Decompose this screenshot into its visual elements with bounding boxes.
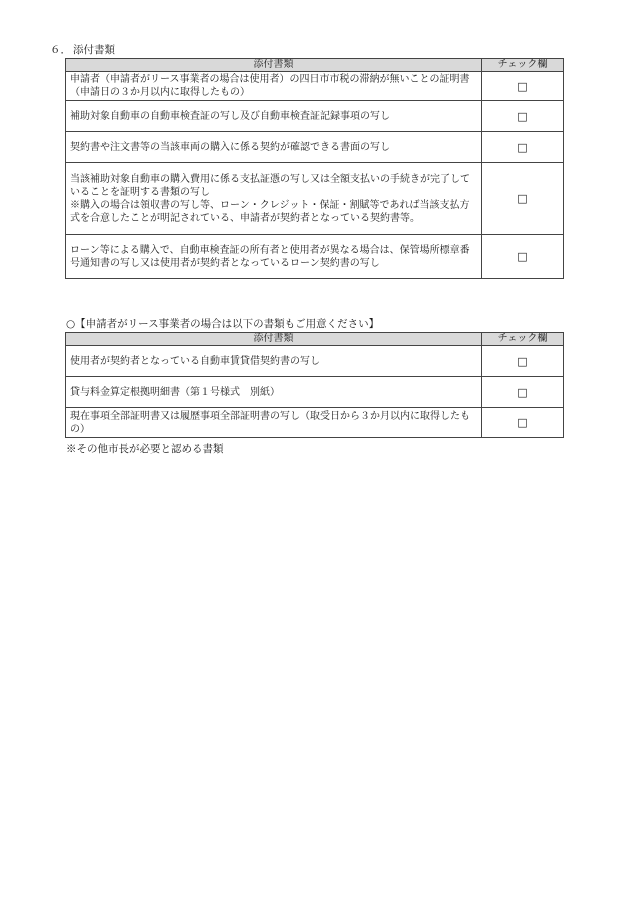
table-row [66,377,564,408]
column-header-check: チェック欄 [482,59,564,72]
document-note: ※購入の場合は領収書の写し等、ローン・クレジット・保証・割賦等であれば当該支払方式を合意したことが明記されている、申請者が契約者となっている契約書等。 [70,199,470,224]
table-header-row [66,333,564,346]
table-row [66,408,564,438]
lease-attachments-table [65,332,564,438]
document-cell: ローン等による購入で、自動車検査証の所有者と使用者が異なる場合は、保管場所標章番号通知書の写し又は使用者が契約者となっているローン契約書の写し [66,235,482,279]
column-header-documents: 添付書類 [66,333,482,346]
table-row [66,132,564,163]
table-header-row [66,59,564,72]
document-cell: 補助対象自動車の自動車検査証の写し及び自動車検査証記録事項の写し [66,101,482,132]
table-row [66,235,564,279]
table-row [66,101,564,132]
checkbox[interactable]: □ [482,72,564,101]
section-heading: 添付書類 [73,44,115,56]
document-cell: 契約書や注文書等の当該車両の購入に係る契約が確認できる書面の写し [66,132,482,163]
attachments-table [65,58,564,279]
document-cell: 使用者が契約者となっている自動車賃貸借契約書の写し [66,346,482,377]
document-cell: 貸与料金算定根拠明細書（第１号様式 別紙） [66,377,482,408]
checkbox[interactable]: □ [482,101,564,132]
footer-note: ※その他市長が必要と認める書類 [66,443,224,455]
checkbox[interactable]: □ [482,132,564,163]
section-title [50,44,115,57]
table-row [66,163,564,235]
table-row [66,72,564,101]
section-number: ６． [50,44,71,56]
checkbox[interactable]: □ [482,408,564,438]
column-header-documents: 添付書類 [66,59,482,72]
checkbox[interactable]: □ [482,163,564,235]
lease-note: ○【申請者がリース事業者の場合は以下の書類もご用意ください】 [66,318,380,330]
document-cell: 申請者（申請者がリース事業者の場合は使用者）の四日市市税の滞納が無いことの証明書（申請日の３か月以内に取得したもの） [66,72,482,101]
column-header-check: チェック欄 [482,333,564,346]
checkbox[interactable]: □ [482,377,564,408]
document-cell [66,163,482,235]
checkbox[interactable]: □ [482,235,564,279]
table-row [66,346,564,377]
document-cell: 現在事項全部証明書又は履歴事項全部証明書の写し（取受日から３か月以内に取得したもの） [66,408,482,438]
checkbox[interactable]: □ [482,346,564,377]
document-text: 当該補助対象自動車の購入費用に係る支払証憑の写し又は全額支払いの手続きが完了していることを証明する書類の写し [70,173,470,198]
